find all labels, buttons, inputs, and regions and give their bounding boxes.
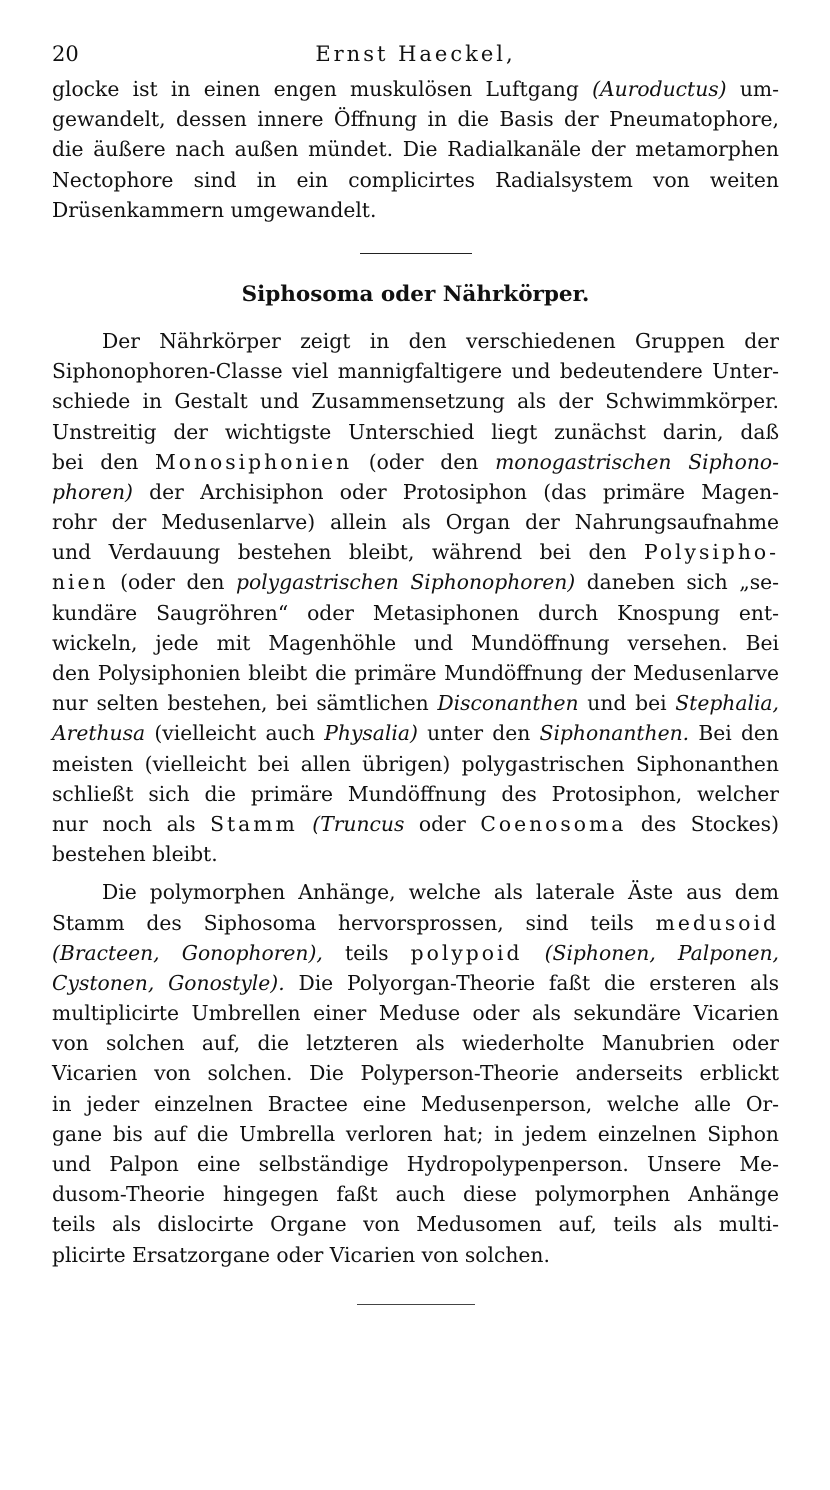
- text-line: nur noch als Stamm (Truncus oder Coenosoma des Stockes): [52, 811, 779, 836]
- text-line: rohr der Medusenlarve) allein als Organ der Nahrungsaufnahme: [52, 510, 779, 535]
- text-line: Der Nährkörper zeigt in den verschiedenen Gruppen der: [102, 328, 779, 353]
- text-line: Nectophore sind in ein complicirtes Radialsystem von weiten: [52, 167, 779, 192]
- text-line: gane bis auf die Umbrella verloren hat; in jedem einzelnen Siphon: [52, 1121, 779, 1146]
- text-line: Die polymorphen Anhänge, welche als laterale Äste aus dem: [102, 880, 779, 905]
- text-line: phoren) der Archisiphon oder Protosiphon (das primäre Magen-: [52, 479, 779, 504]
- text-line: (Bracteen, Gonophoren), teils polypoid (Siphonen, Palponen,: [52, 940, 779, 965]
- text-line: plicirte Ersatzorgane oder Vicarien von solchen.: [52, 1242, 550, 1267]
- text-line: in jeder einzelnen Bractee eine Medusenperson, welche alle Or-: [52, 1091, 779, 1116]
- text-line: Cystonen, Gonostyle). Die Polyorgan-Theorie faßt die ersteren als: [52, 970, 780, 995]
- text-line: nien (oder den polygastrischen Siphonophoren) daneben sich „se-: [52, 570, 779, 595]
- text-line: die äußere nach außen mündet. Die Radialkanäle der metamorphen: [52, 137, 779, 162]
- text-line: glocke ist in einen engen muskulösen Luftgang (Auroductus) um-: [52, 77, 779, 101]
- text-line: von solchen auf, die letzteren als wiederholte Manubrien oder: [52, 1031, 779, 1056]
- text-line: Unstreitig der wichtigste Unterschied liegt zunächst darin, daß: [52, 419, 779, 444]
- text-line: Drüsenkammern umgewandelt.: [52, 197, 377, 222]
- text-line: kundäre Saugröhren“ oder Metasiphonen durch Knospung ent-: [52, 600, 779, 625]
- section-heading: Siphosoma oder Nährkörper.: [241, 281, 590, 307]
- page-number: 20: [52, 42, 79, 66]
- text-line: nur selten bestehen, bei sämtlichen Disconanthen und bei Stephalia,: [52, 691, 779, 716]
- end-divider: [357, 1304, 475, 1305]
- paragraph-gap: [52, 869, 779, 877]
- text-line: multiplicirte Umbrellen einer Meduse oder als sekundäre Vicarien: [52, 1001, 779, 1026]
- text-line: Siphonophoren-Classe viel mannigfaltigere und bedeutendere Unter-: [52, 359, 779, 384]
- text-line: meisten (vielleicht bei allen übrigen) polygastrischen Siphonanthen: [52, 751, 779, 776]
- text-line: Vicarien von solchen. Die Polyperson-Theorie anderseits erblickt: [52, 1061, 779, 1086]
- text-line: dusom-Theorie hingegen faßt auch diese polymorphen Anhänge: [52, 1182, 779, 1207]
- running-head: [52, 40, 779, 74]
- text-line: und Palpon eine selbständige Hydropolypenperson. Unsere Me-: [52, 1152, 779, 1176]
- section-divider: [360, 253, 472, 254]
- text-line: schiede in Gestalt und Zusammensetzung als der Schwimmkörper.: [52, 389, 779, 414]
- text-line: und Verdauung bestehen bleibt, während bei den Polysipho-: [52, 540, 779, 565]
- text-line: gewandelt, dessen innere Öffnung in die Basis der Pneumatophore,: [52, 107, 779, 132]
- text-line: Stamm des Siphosoma hervorsprossen, sind teils medusoid: [52, 910, 779, 935]
- text-line: den Polysiphonien bleibt die primäre Mundöffnung der Medusenlarve: [52, 661, 779, 685]
- intro-paragraph: [52, 74, 779, 225]
- text-line: teils als dislocirte Organe von Medusomen auf, teils als multi-: [52, 1212, 779, 1237]
- body-paragraph: [52, 326, 779, 869]
- text-line: wickeln, jede mit Magenhöhle und Mundöffnung versehen. Bei: [52, 630, 779, 655]
- book-page: [52, 40, 779, 1305]
- text-line: bestehen bleibt.: [52, 842, 218, 867]
- body-paragraph: [52, 877, 779, 1269]
- text-line: Arethusa (vielleicht auch Physalia) unter den Siphonanthen. Bei den: [52, 721, 779, 746]
- running-title: Ernst Haeckel,: [315, 42, 516, 66]
- text-line: bei den Monosiphonien (oder den monogastrischen Siphono-: [52, 449, 779, 474]
- text-line: schließt sich die primäre Mundöffnung des Protosiphon, welcher: [52, 781, 779, 806]
